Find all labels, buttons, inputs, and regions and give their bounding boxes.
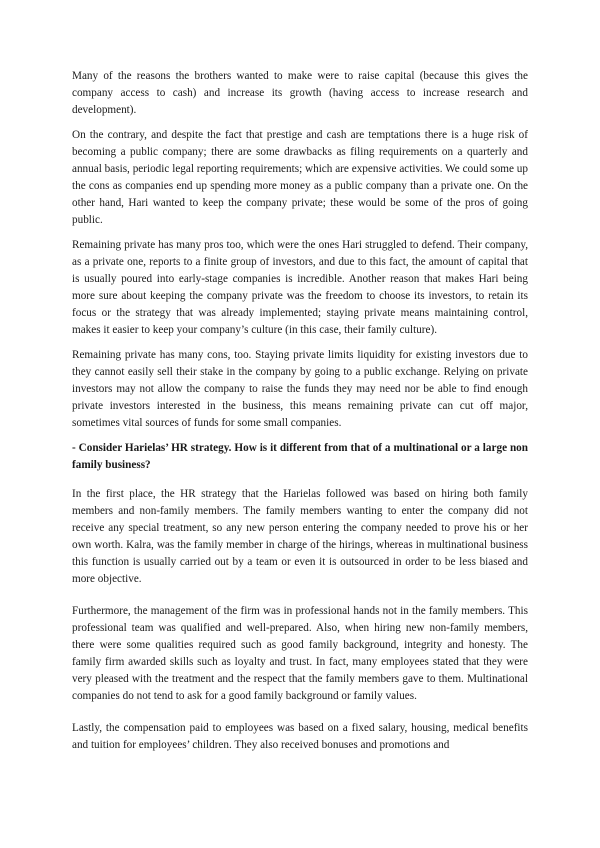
paragraph-hr-compensation: Lastly, the compensation paid to employees was based on a fixed salary, housing, medical benefits and tuition for employees’ children. They also received bonuses and promotions and — [72, 722, 528, 751]
paragraph-spacer — [72, 596, 528, 603]
paragraph-private-pros: Remaining private has many pros too, which were the ones Hari struggled to defend. Their company, as a private one, reports to a finite group of investors, and due to this fact, the amount of capital that is usually poured into early-stage companies is incredible. Another reason that makes Hari being more sure about keeping the company private was the freedom to choose its investors, to retain its focus or the strategy that was already implemented; staying private means maintaining control, makes it easier to keep your company’s culture (in this case, their family culture). — [72, 239, 528, 336]
question-heading: - Consider Harielas’ HR strategy. How is it different from that of a multinational or a large non family business? — [72, 442, 528, 471]
paragraph-public-cons: On the contrary, and despite the fact that prestige and cash are temptations there is a huge risk of becoming a public company; there are some drawbacks as filing requirements on a quarterly and annual basis, periodic legal reporting requirements; which are expensive activities. We could some up the cons as companies end up spending more money as a public company than a private one. On the other hand, Hari wanted to keep the company private; these would be some of the pros of going public. — [72, 129, 528, 226]
paragraph-private-cons: Remaining private has many cons, too. Staying private limits liquidity for existing investors due to they cannot easily sell their stake in the company by going to a public exchange. Relying on private investors may not allow the company to raise the funds they may need nor be able to find enough private investors interested in the business, this means remaining private can cut off major, sometimes vital sources of funds for some small companies. — [72, 349, 528, 429]
document-page — [72, 68, 528, 762]
paragraph-hr-hiring: In the first place, the HR strategy that the Harielas followed was based on hiring both family members and non-family members. The family members wanting to enter the company did not receive any special treatment, so any new person entering the company needed to prove his or her own worth. Kalra, was the family member in charge of the hirings, whereas in multinational business this function is usually carried out by a team or even it is outsourced in order to be less biased and more objective. — [72, 488, 528, 585]
paragraph-hr-management: Furthermore, the management of the firm was in professional hands not in the family members. This professional team was qualified and well-prepared. Also, when hiring new non-family members, there were some qualities required such as good family background, integrity and honesty. The family firm awarded skills such as loyalty and trust. In fact, many employees stated that they were very pleased with the treatment and the respect that the family members gave to them. Multinational companies do not tend to ask for a good family background or family values. — [72, 605, 528, 702]
paragraph-ipo-reasons: Many of the reasons the brothers wanted to make were to raise capital (because this gives the company access to cash) and increase its growth (having access to increase research and development). — [72, 70, 528, 116]
paragraph-spacer — [72, 713, 528, 720]
